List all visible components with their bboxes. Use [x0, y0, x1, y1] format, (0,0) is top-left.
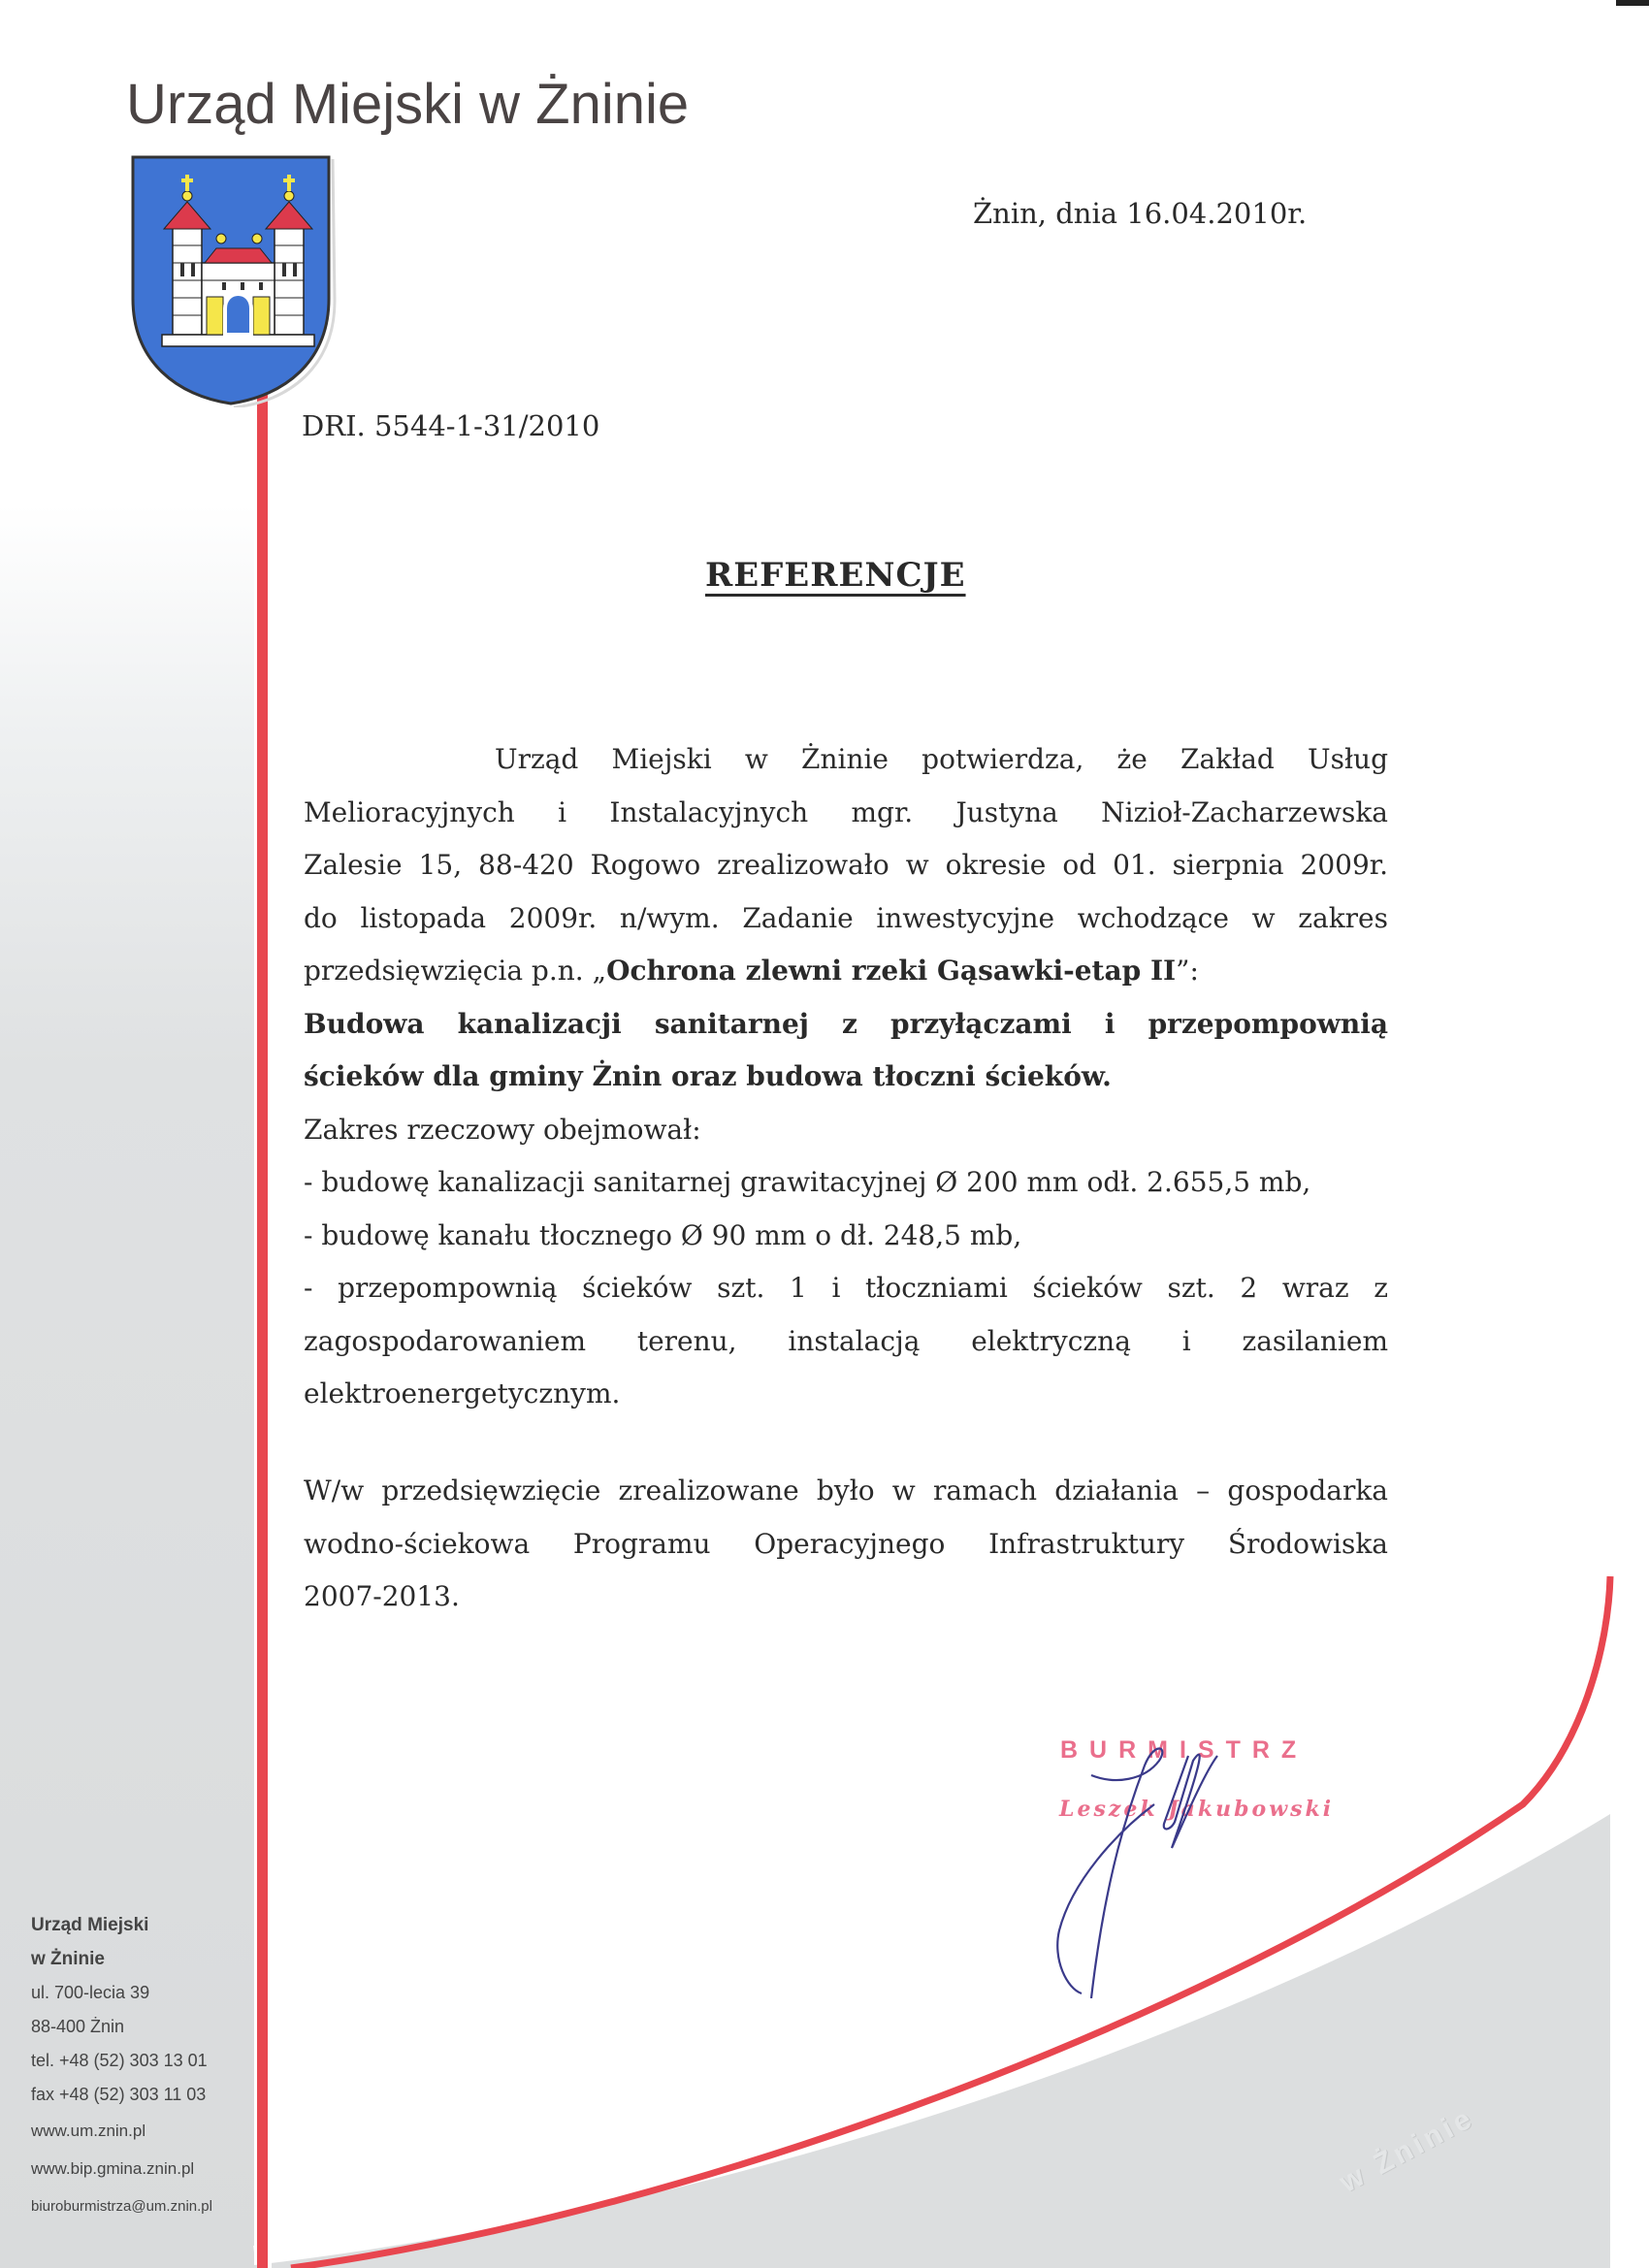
project-prefix: przedsięwzięcia p.n. „: [304, 955, 607, 987]
scope-item: elektroenergetycznym.: [304, 1377, 621, 1409]
date-line: Żnin, dnia 16.04.2010r.: [973, 197, 1308, 230]
body-line: do listopada 2009r. n/wym. Zadanie inwestycyjne wchodzące w zakres: [304, 901, 1388, 934]
embossed-seal-text: w Żninie: [1334, 2101, 1480, 2199]
contact-city: 88-400 Żnin: [31, 2017, 125, 2036]
handwritten-signature-icon: [1048, 1736, 1271, 1998]
red-vertical-line: [257, 393, 268, 2268]
contact-org-line: Urząd Miejski: [31, 1915, 149, 1935]
task-line: ścieków dla gminy Żnin oraz budowa tłoczni ścieków.: [304, 1060, 1112, 1092]
closing-line: wodno-ściekowa Programu Operacyjnego Infrastruktury Środowiska: [304, 1527, 1388, 1560]
closing-line: 2007-2013.: [304, 1580, 460, 1612]
contact-bip-link[interactable]: www.bip.gmina.znin.pl: [31, 2159, 195, 2178]
project-name: Ochrona zlewni rzeki Gąsawki-etap II: [606, 955, 1177, 987]
closing-paragraph: [304, 1465, 1388, 1624]
scope-item: - budowę kanału tłocznego Ø 90 mm o dł. 248,5 mb,: [304, 1218, 1022, 1251]
scope-item: - budowę kanalizacji sanitarnej grawitacyjnej Ø 200 mm odł. 2.655,5 mb,: [304, 1166, 1311, 1198]
contact-street: ul. 700-lecia 39: [31, 1983, 150, 2002]
contact-org-line: w Żninie: [31, 1949, 105, 1969]
stamp-name: Leszek Jakubowski: [1059, 1797, 1335, 1822]
letterhead-title: Urząd Miejski w Żninie: [126, 73, 690, 136]
contact-website-link[interactable]: www.um.znin.pl: [31, 2122, 146, 2140]
contact-phone: tel. +48 (52) 303 13 01: [31, 2051, 208, 2070]
project-suffix: ”:: [1176, 955, 1199, 987]
closing-line: W/w przedsięwzięcie zrealizowane było w ramach działania – gospodarka: [304, 1474, 1388, 1507]
contact-block: [31, 1908, 212, 2225]
stamp-title: BURMISTRZ: [1060, 1736, 1309, 1764]
document-title: REFERENCJE: [705, 556, 966, 595]
reference-number: DRI. 5544-1-31/2010: [302, 409, 600, 442]
scan-edge-mark: [1616, 0, 1649, 6]
contact-email-link[interactable]: biuroburmistrza@um.znin.pl: [31, 2198, 212, 2215]
body-line: Melioracyjnych i Instalacyjnych mgr. Justyna Nizioł-Zacharzewska: [304, 795, 1388, 828]
castle-coat-of-arms-icon: [129, 153, 339, 407]
task-line: Budowa kanalizacji sanitarnej z przyłączami i przepompownią: [304, 1007, 1388, 1040]
body-line: Urząd Miejski w Żninie potwierdza, że Zakład Usług: [495, 743, 1388, 775]
scope-item: zagospodarowaniem terenu, instalacją elektryczną i zasilaniem: [304, 1324, 1388, 1357]
scope-item: - przepompownią ścieków szt. 1 i tłoczniami ścieków szt. 2 wraz z: [304, 1272, 1388, 1304]
project-line: [304, 945, 1388, 998]
bottom-gray-swoosh: [254, 1814, 1610, 2268]
letter-body: [304, 733, 1388, 1421]
scope-heading: Zakres rzeczowy obejmował:: [304, 1113, 701, 1146]
body-line: Zalesie 15, 88-420 Rogowo zrealizowało w okresie od 01. sierpnia 2009r.: [304, 849, 1388, 881]
contact-fax: fax +48 (52) 303 11 03: [31, 2085, 207, 2104]
